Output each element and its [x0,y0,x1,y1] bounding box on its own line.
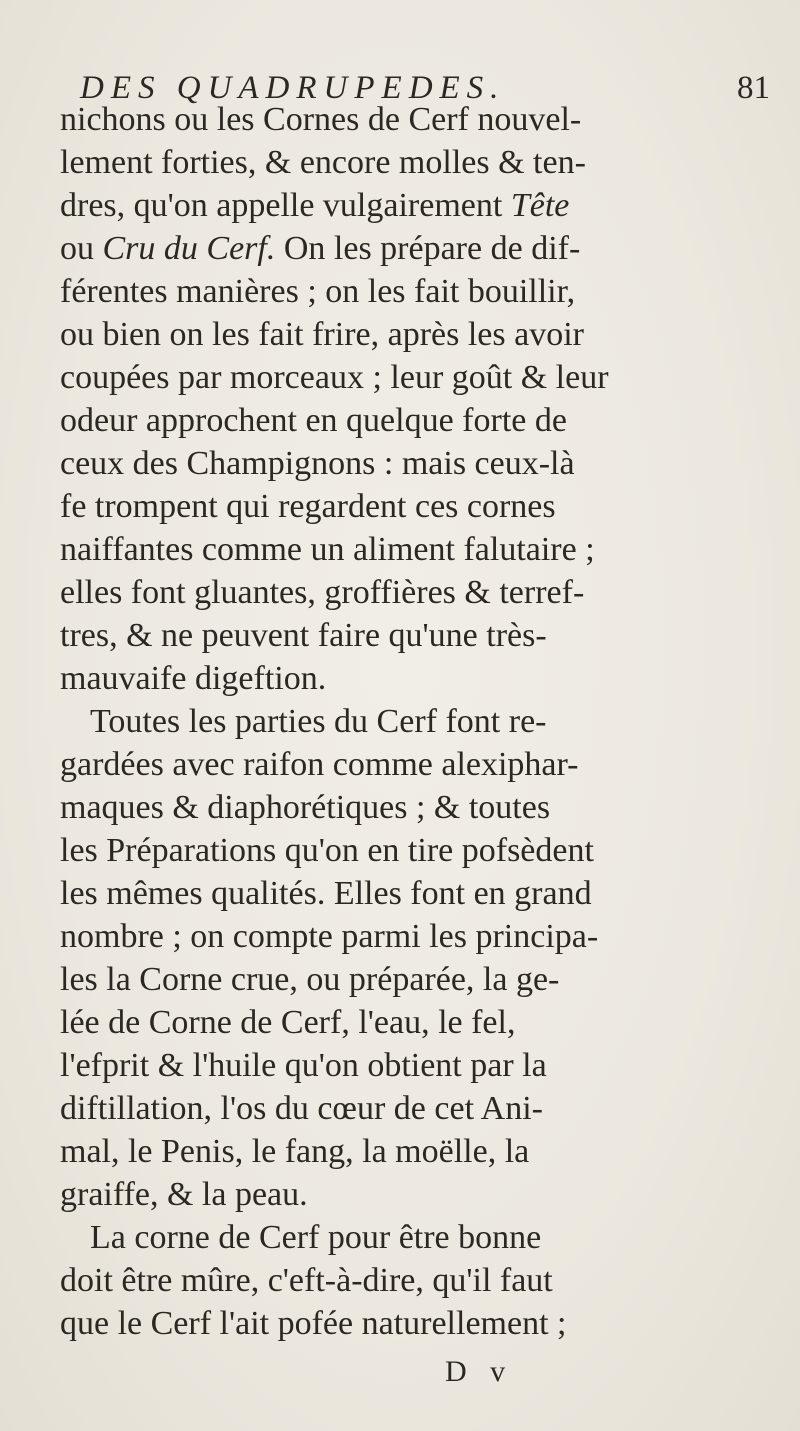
text-run: dres, qu'on appelle vulgairement [60,187,511,224]
paragraph-start-line: Toutes les parties du Cerf font re- [90,703,547,740]
signature-mark: D v [445,1355,514,1388]
text-line: coupées par morceaux ; leur goût & leur [60,359,609,396]
text-line: férentes manières ; on les fait bouillir, [60,273,576,310]
text-line: les Préparations qu'on en tire pofsèdent [60,832,594,869]
text-line: mauvaife digeftion. [60,660,327,697]
text-line: maques & diaphorétiques ; & toutes [60,789,551,826]
text-line: diftillation, l'os du cœur de cet Ani- [60,1090,543,1127]
text-line: les la Corne crue, ou préparée, la ge- [60,961,560,998]
text-line: les mêmes qualités. Elles font en grand [60,875,592,912]
text-line: ou bien on les fait frire, après les avoir [60,316,584,353]
running-head: DES QUADRUPEDES. [80,70,506,106]
text-line [60,227,780,270]
text-line: nichons ou les Cornes de Cerf nouvel- [60,101,582,138]
text-line: mal, le Penis, le fang, la moëlle, la [60,1133,530,1170]
paragraph-start-line: La corne de Cerf pour être bonne [90,1219,542,1256]
text-line: lement forties, & encore molles & ten- [60,144,586,181]
text-line: que le Cerf l'ait pofée naturellement ; [60,1305,567,1342]
text-line: lée de Corne de Cerf, l'eau, le fel, [60,1004,516,1041]
text-run: ou [60,230,103,267]
text-line: l'efprit & l'huile qu'on obtient par la [60,1047,547,1084]
text-line: gardées avec raifon comme alexiphar- [60,746,579,783]
body-text [60,98,780,1345]
text-line: ceux des Champignons : mais ceux-là [60,445,575,482]
text-line: nombre ; on compte parmi les principa- [60,918,599,955]
text-run: On les prépare de dif- [275,230,581,267]
italic-term: Tête [510,187,570,224]
text-line: doit être mûre, c'eft-à-dire, qu'il faut [60,1262,553,1299]
text-line: odeur approchent en quelque forte de [60,402,567,439]
text-line: elles font gluantes, groffières & terref- [60,574,585,611]
text-line: graiffe, & la peau. [60,1176,308,1213]
page-number: 81 [737,70,770,106]
text-line: naiffantes comme un aliment falutaire ; [60,531,595,568]
italic-term: Cru du Cerf. [102,230,276,267]
text-line [60,184,780,227]
text-line: fe trompent qui regardent ces cornes [60,488,556,525]
text-line: tres, & ne peuvent faire qu'une très- [60,617,547,654]
